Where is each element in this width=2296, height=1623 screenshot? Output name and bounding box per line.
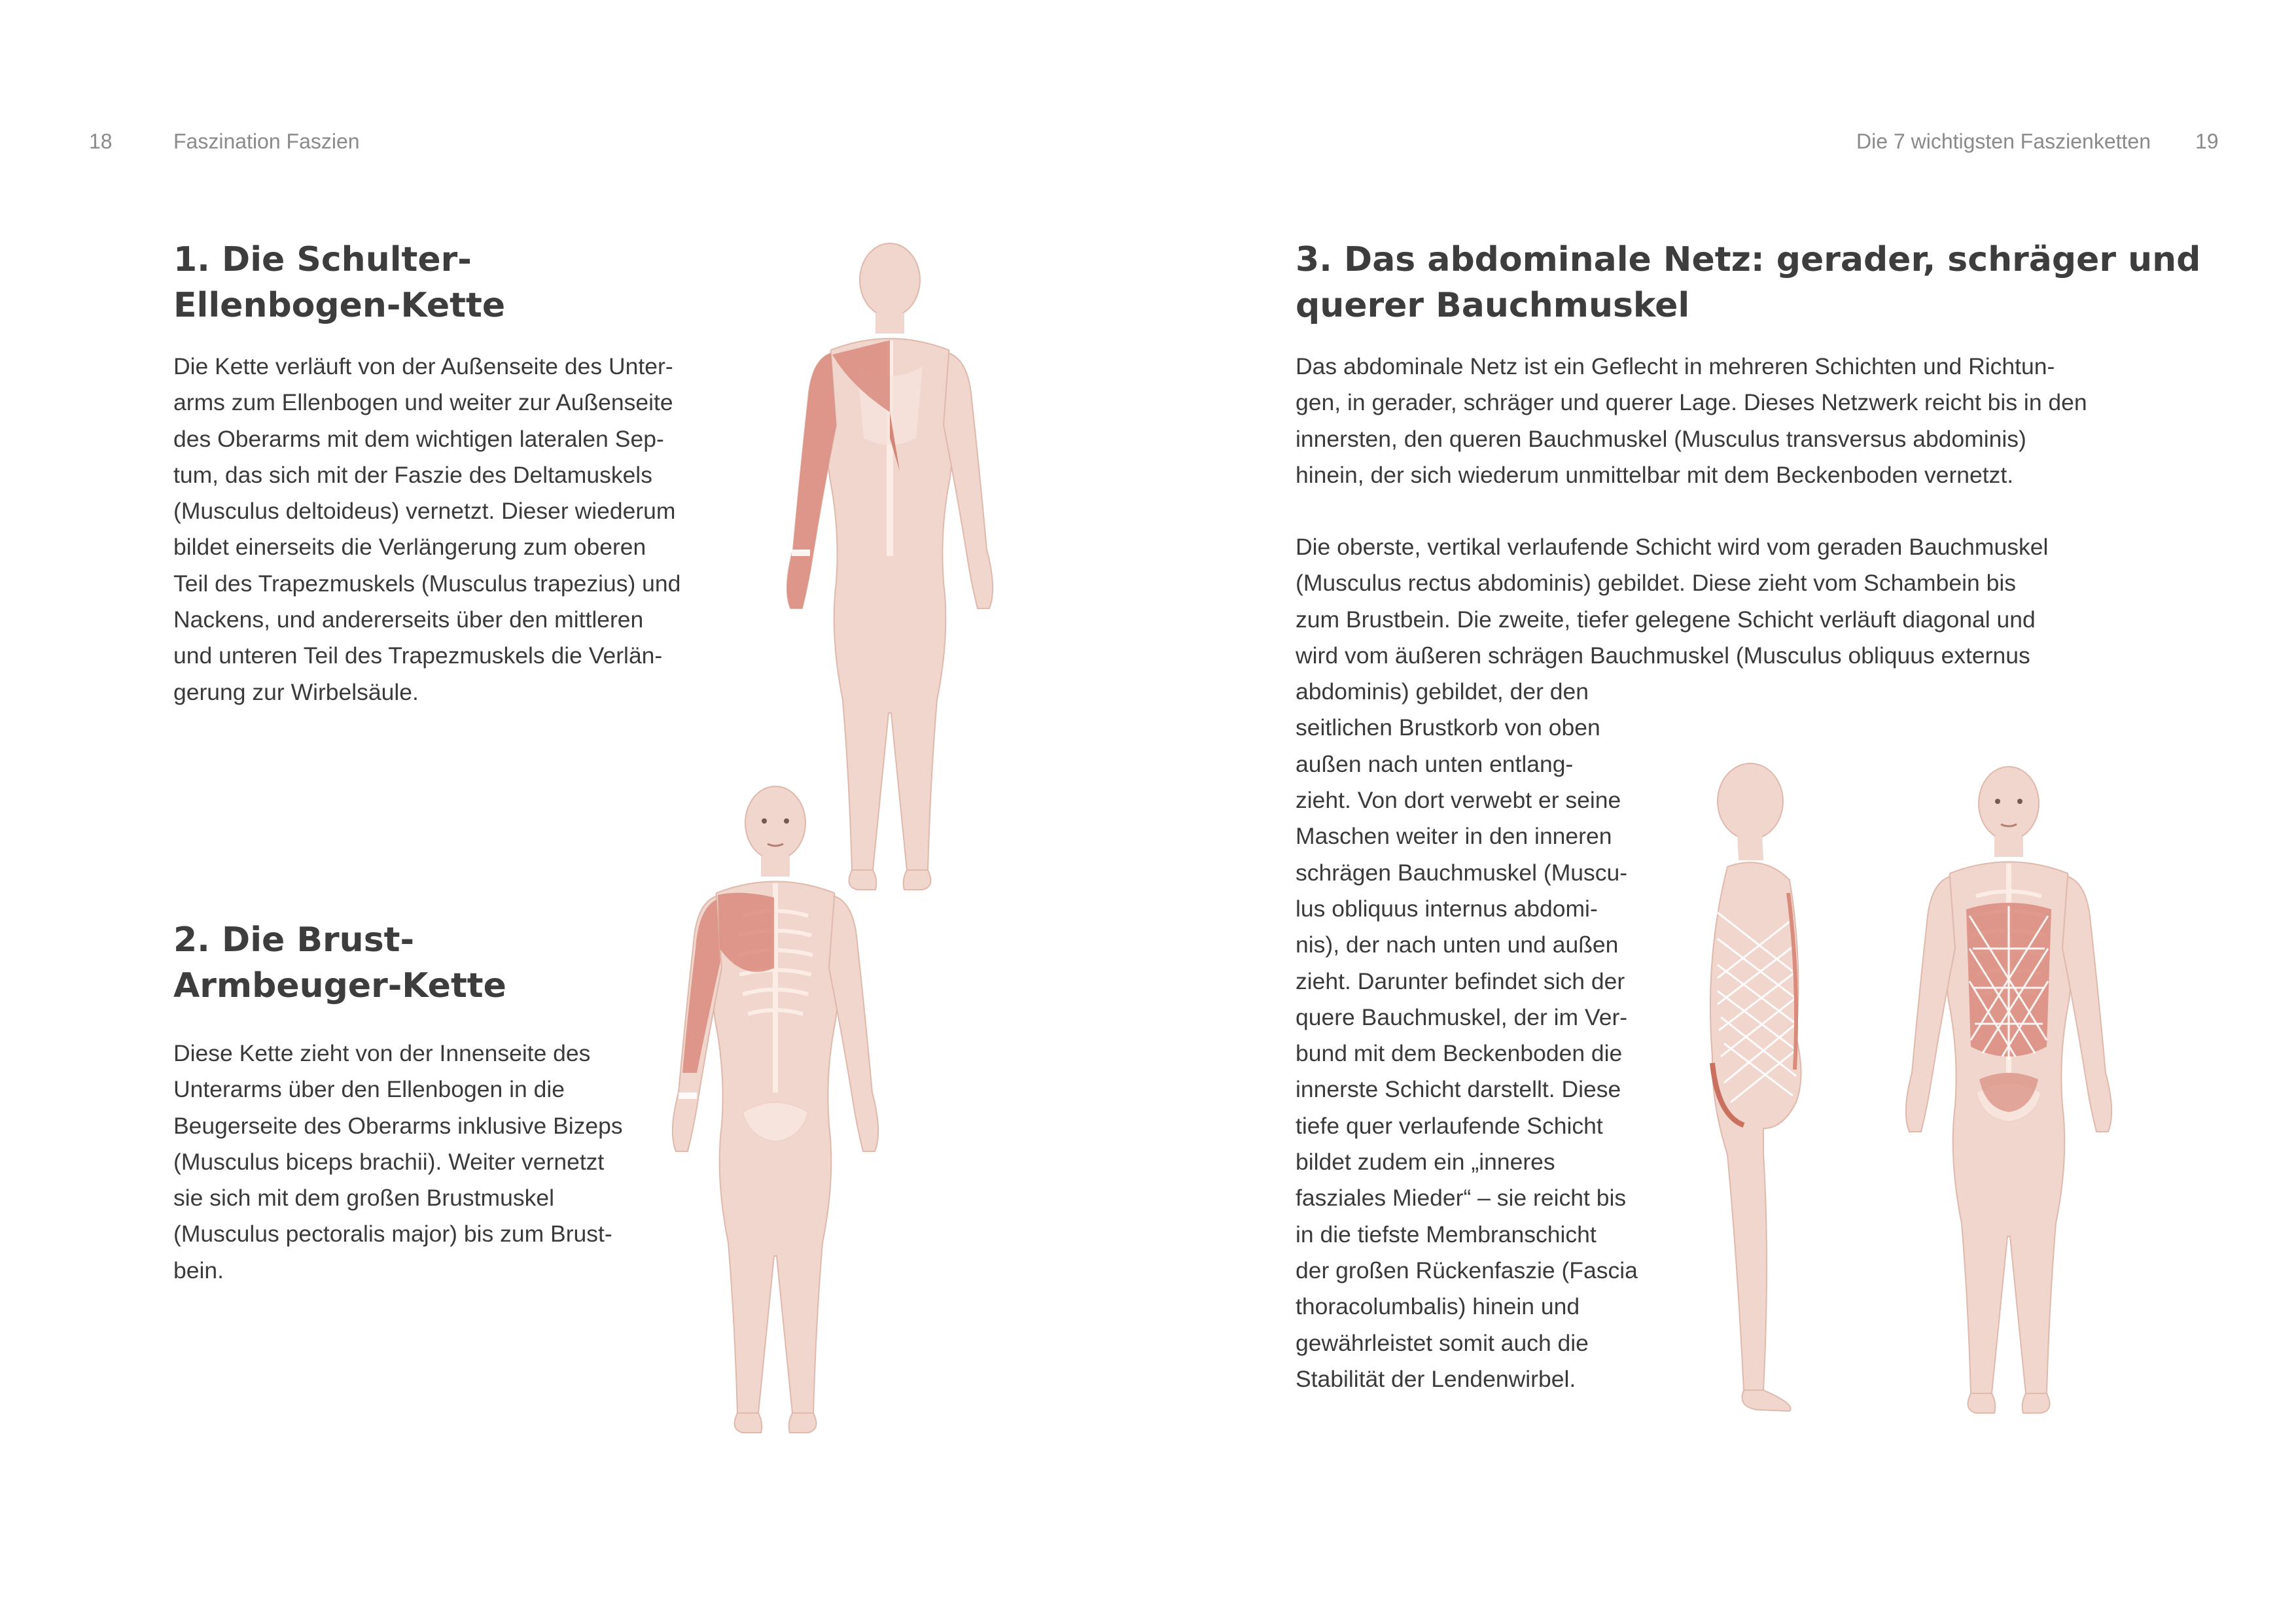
text-line: (Musculus rectus abdominis) gebildet. Diese zieht vom Schambein bis: [1296, 570, 2016, 597]
text-line: tiefe quer verlaufende Schicht: [1296, 1112, 1603, 1139]
side-view-illustration: [1665, 762, 1848, 1423]
text-line: sie sich mit dem großen Brustmuskel: [173, 1185, 554, 1212]
text-line: Teil des Trapezmuskels (Musculus trapezius) und: [173, 570, 681, 597]
text-line: Stabilität der Lendenwirbel.: [1296, 1365, 1576, 1392]
text-line: Die oberste, vertikal verlaufende Schicht wird vom geraden Bauchmuskel: [1296, 534, 2049, 560]
text-line: seitlichen Brustkorb von oben: [1296, 714, 1600, 741]
text-line: außen nach unten entlang-: [1296, 750, 1574, 777]
text-line: lus obliquus internus abdomi-: [1296, 895, 1598, 922]
text-line: (Musculus pectoralis major) bis zum Brust-: [173, 1221, 612, 1248]
text-line: bildet einerseits die Verlängerung zum oberen: [173, 534, 646, 561]
text-line: Diese Kette zieht von der Innenseite des: [173, 1040, 591, 1066]
text-line: des Oberarms mit dem wichtigen lateralen Sep-: [173, 425, 664, 452]
page-number-left: 18: [89, 130, 113, 153]
text-line: innerste Schicht darstellt. Diese: [1296, 1076, 1621, 1103]
text-line: nis), der nach unten und außen: [1296, 932, 1619, 958]
text-line: wird vom äußeren schrägen Bauchmuskel (Musculus obliquus externus: [1296, 642, 2030, 669]
page-number-right: 19: [2195, 130, 2219, 153]
section3-paragraph1: [1296, 349, 2087, 493]
section2-body: [173, 1036, 623, 1289]
side-view-figure: [1665, 762, 1848, 1423]
front-view-abdominal-illustration: [1878, 762, 2140, 1423]
arm-muscle-chain: [787, 353, 836, 608]
section1-heading: [173, 237, 505, 328]
heading-line: 2. Die Brust-: [173, 920, 415, 960]
text-line: Maschen weiter in den inneren: [1296, 823, 1612, 850]
text-line: der großen Rückenfaszie (Fascia: [1296, 1257, 1638, 1283]
text-line: gen, in gerader, schräger und querer Lage. Dieses Netzwerk reicht bis in den: [1296, 389, 2087, 416]
text-line: zum Brustbein. Die zweite, tiefer gelegene Schicht verläuft diagonal und: [1296, 606, 2036, 633]
text-line: gewährleistet somit auch die: [1296, 1329, 1589, 1356]
text-line: bund mit dem Beckenboden die: [1296, 1040, 1623, 1067]
text-line: schrägen Bauchmuskel (Muscu-: [1296, 859, 1628, 886]
heading-line: querer Bauchmuskel: [1296, 286, 1690, 325]
running-title-right: Die 7 wichtigsten Faszienketten: [1856, 130, 2151, 153]
text-line: arms zum Ellenbogen und weiter zur Außenseite: [173, 389, 673, 416]
front-view-abdominal-figure: [1878, 762, 2140, 1423]
text-line: fasziales Mieder“ – sie reicht bis: [1296, 1185, 1627, 1212]
text-line: zieht. Von dort verwebt er seine: [1296, 787, 1621, 814]
text-line: Beugerseite des Oberarms inklusive Bizeps: [173, 1112, 623, 1139]
biceps-muscle: [682, 899, 720, 1073]
text-line: quere Bauchmuskel, der im Ver-: [1296, 1003, 1628, 1030]
text-line: Das abdominale Netz ist ein Geflecht in mehreren Schichten und Richtun-: [1296, 353, 2055, 379]
text-line: thoracolumbalis) hinein und: [1296, 1293, 1580, 1320]
text-line: hinein, der sich wiederum unmittelbar mit dem Beckenboden vernetzt.: [1296, 461, 2014, 488]
heading-line: Armbeuger-Kette: [173, 966, 506, 1005]
text-line: (Musculus biceps brachii). Weiter vernetzt: [173, 1148, 605, 1175]
heading-line: 1. Die Schulter-: [173, 240, 472, 279]
text-line: bein.: [173, 1257, 224, 1283]
text-line: innersten, den queren Bauchmuskel (Musculus transversus abdominis): [1296, 425, 2026, 452]
text-line: tum, das sich mit der Faszie des Deltamuskels: [173, 461, 652, 488]
front-view-chest-illustration: [645, 785, 906, 1439]
heading-line: Ellenbogen-Kette: [173, 286, 506, 325]
text-line: (Musculus deltoideus) vernetzt. Dieser wiederum: [173, 498, 676, 525]
text-line: Die Kette verläuft von der Außenseite des Unter-: [173, 353, 673, 379]
text-line: bildet zudem ein „inneres: [1296, 1149, 1555, 1176]
text-line: Nackens, und andererseits über den mittleren: [173, 606, 644, 633]
section1-body: [173, 349, 680, 710]
text-line: gerung zur Wirbelsäule.: [173, 678, 419, 705]
text-line: in die tiefste Membranschicht: [1296, 1221, 1597, 1248]
running-title-left: Faszination Faszien: [173, 130, 360, 153]
text-line: Unterarms über den Ellenbogen in die: [173, 1076, 565, 1103]
section3-heading: [1296, 237, 2200, 328]
heading-line: 3. Das abdominale Netz: gerader, schräger und: [1296, 240, 2201, 279]
section2-heading: [173, 917, 506, 1009]
text-line: zieht. Darunter befindet sich der: [1296, 968, 1625, 994]
front-view-chest-figure: [645, 785, 906, 1439]
text-line: abdominis) gebildet, der den: [1296, 678, 1589, 705]
text-line: und unteren Teil des Trapezmuskels die Verlän-: [173, 642, 663, 669]
